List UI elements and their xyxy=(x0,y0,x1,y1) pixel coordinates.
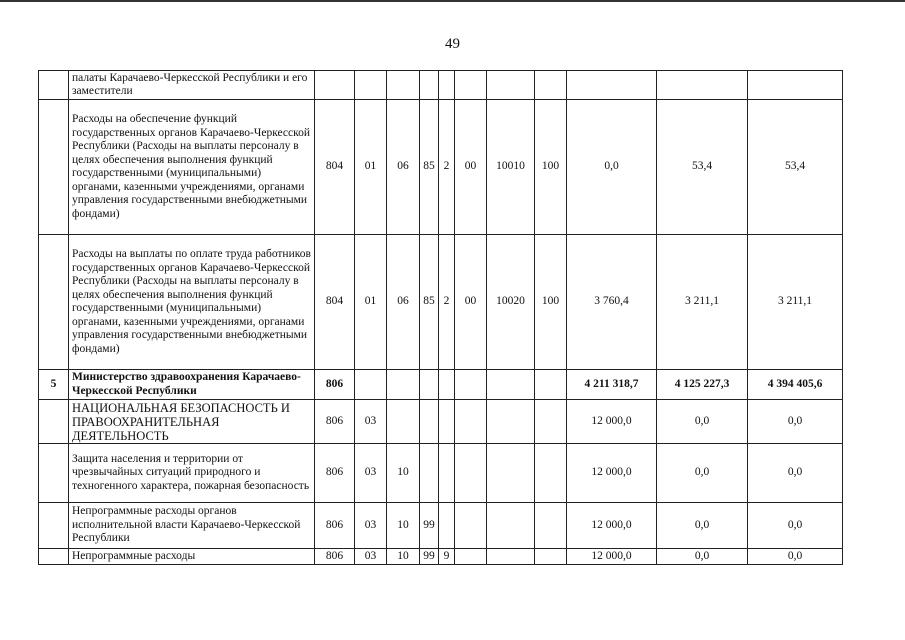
cell-pr: 10 xyxy=(387,444,420,503)
cell-csr-event: 00 xyxy=(455,235,487,370)
cell-rz xyxy=(355,370,387,400)
cell-sum-1: 12 000,0 xyxy=(567,444,657,503)
cell-sum-1: 12 000,0 xyxy=(567,503,657,549)
cell-pr: 10 xyxy=(387,549,420,565)
cell-sum-2: 0,0 xyxy=(657,549,748,565)
row-number xyxy=(39,235,69,370)
cell-csr-program: 99 xyxy=(420,549,439,565)
cell-pr xyxy=(387,400,420,444)
cell-vr xyxy=(535,370,567,400)
cell-sum-1: 12 000,0 xyxy=(567,400,657,444)
cell-csr-program xyxy=(420,400,439,444)
cell-pr xyxy=(387,71,420,100)
row-name: Защита населения и территории от чрезвычайных ситуаций природного и техногенного характера, пожарная безопасность xyxy=(69,444,315,503)
cell-pr: 06 xyxy=(387,235,420,370)
cell-csr-program: 99 xyxy=(420,503,439,549)
cell-gr: 806 xyxy=(315,400,355,444)
cell-csr-event xyxy=(455,71,487,100)
table-row xyxy=(39,503,843,549)
cell-gr: 804 xyxy=(315,235,355,370)
cell-sum-3: 0,0 xyxy=(748,549,843,565)
cell-gr: 806 xyxy=(315,370,355,400)
cell-vr xyxy=(535,503,567,549)
cell-csr-direction xyxy=(487,370,535,400)
cell-rz: 01 xyxy=(355,235,387,370)
cell-gr: 806 xyxy=(315,444,355,503)
cell-sum-2: 53,4 xyxy=(657,100,748,235)
cell-csr-direction xyxy=(487,549,535,565)
row-name: Непрограммные расходы xyxy=(69,549,315,565)
cell-csr-direction xyxy=(487,71,535,100)
table-row xyxy=(39,71,843,100)
cell-csr-subprogram: 2 xyxy=(439,100,455,235)
cell-rz xyxy=(355,71,387,100)
cell-csr-program: 85 xyxy=(420,100,439,235)
cell-sum-2: 0,0 xyxy=(657,400,748,444)
cell-sum-3: 3 211,1 xyxy=(748,235,843,370)
cell-rz: 03 xyxy=(355,400,387,444)
cell-csr-direction xyxy=(487,503,535,549)
cell-csr-event xyxy=(455,503,487,549)
cell-csr-program: 85 xyxy=(420,235,439,370)
cell-sum-1 xyxy=(567,71,657,100)
row-name: Министерство здравоохранения Карачаево-Черкесской Республики xyxy=(69,370,315,400)
cell-csr-subprogram xyxy=(439,400,455,444)
cell-gr: 806 xyxy=(315,549,355,565)
cell-rz: 03 xyxy=(355,503,387,549)
table-row xyxy=(39,370,843,400)
cell-csr-event xyxy=(455,444,487,503)
table-row xyxy=(39,549,843,565)
cell-rz: 03 xyxy=(355,444,387,503)
row-name: Расходы на выплаты по оплате труда работников государственных органов Карачаево-Черкесской Республики (Расходы на выплаты персоналу в целях обеспечения выполнения функций государственными (муниципальными) органами, казенными учреждениями, органами управления государственными внебюджетными фондами) xyxy=(69,235,315,370)
budget-table xyxy=(38,70,843,565)
cell-vr xyxy=(535,400,567,444)
row-name: Непрограммные расходы органов исполнительной власти Карачаево-Черкесской Республики xyxy=(69,503,315,549)
cell-sum-1: 3 760,4 xyxy=(567,235,657,370)
cell-vr xyxy=(535,71,567,100)
cell-sum-3: 0,0 xyxy=(748,400,843,444)
row-number xyxy=(39,400,69,444)
page-number: 49 xyxy=(445,36,460,52)
cell-sum-1: 4 211 318,7 xyxy=(567,370,657,400)
cell-csr-event xyxy=(455,549,487,565)
row-number xyxy=(39,71,69,100)
cell-rz: 01 xyxy=(355,100,387,235)
cell-csr-event: 00 xyxy=(455,100,487,235)
cell-sum-2: 0,0 xyxy=(657,503,748,549)
row-name: палаты Карачаево-Черкесской Республики и его заместители xyxy=(69,71,315,100)
cell-csr-event xyxy=(455,400,487,444)
cell-sum-2: 4 125 227,3 xyxy=(657,370,748,400)
cell-csr-subprogram: 9 xyxy=(439,549,455,565)
cell-csr-direction xyxy=(487,444,535,503)
cell-sum-3: 4 394 405,6 xyxy=(748,370,843,400)
row-name: НАЦИОНАЛЬНАЯ БЕЗОПАСНОСТЬ И ПРАВООХРАНИТЕЛЬНАЯ ДЕЯТЕЛЬНОСТЬ xyxy=(69,400,315,444)
page-top-border xyxy=(0,0,905,2)
cell-csr-direction xyxy=(487,400,535,444)
cell-csr-subprogram xyxy=(439,370,455,400)
cell-sum-3 xyxy=(748,71,843,100)
cell-sum-2: 3 211,1 xyxy=(657,235,748,370)
row-name: Расходы на обеспечение функций государственных органов Карачаево-Черкесской Республики (Расходы на выплаты персоналу в целях обеспечения выполнения функций государственными (муниципальными) органами, казенными учреждениями, органами управления государственными внебюджетными фондами) xyxy=(69,100,315,235)
cell-vr xyxy=(535,549,567,565)
cell-gr: 806 xyxy=(315,503,355,549)
row-number xyxy=(39,503,69,549)
cell-vr xyxy=(535,444,567,503)
cell-sum-2 xyxy=(657,71,748,100)
table-row xyxy=(39,444,843,503)
cell-csr-event xyxy=(455,370,487,400)
table-row xyxy=(39,400,843,444)
cell-csr-direction: 10010 xyxy=(487,100,535,235)
cell-sum-1: 12 000,0 xyxy=(567,549,657,565)
cell-csr-program xyxy=(420,444,439,503)
cell-gr: 804 xyxy=(315,100,355,235)
cell-csr-direction: 10020 xyxy=(487,235,535,370)
cell-gr xyxy=(315,71,355,100)
table-row xyxy=(39,235,843,370)
row-number xyxy=(39,444,69,503)
cell-csr-subprogram xyxy=(439,444,455,503)
cell-sum-3: 0,0 xyxy=(748,444,843,503)
cell-pr xyxy=(387,370,420,400)
cell-rz: 03 xyxy=(355,549,387,565)
row-number xyxy=(39,549,69,565)
cell-csr-subprogram xyxy=(439,71,455,100)
cell-csr-program xyxy=(420,370,439,400)
row-number: 5 xyxy=(39,370,69,400)
cell-sum-3: 0,0 xyxy=(748,503,843,549)
row-number xyxy=(39,100,69,235)
cell-sum-2: 0,0 xyxy=(657,444,748,503)
cell-csr-subprogram xyxy=(439,503,455,549)
table-row xyxy=(39,100,843,235)
cell-sum-1: 0,0 xyxy=(567,100,657,235)
cell-pr: 06 xyxy=(387,100,420,235)
cell-sum-3: 53,4 xyxy=(748,100,843,235)
cell-pr: 10 xyxy=(387,503,420,549)
cell-csr-program xyxy=(420,71,439,100)
cell-csr-subprogram: 2 xyxy=(439,235,455,370)
cell-vr: 100 xyxy=(535,100,567,235)
cell-vr: 100 xyxy=(535,235,567,370)
